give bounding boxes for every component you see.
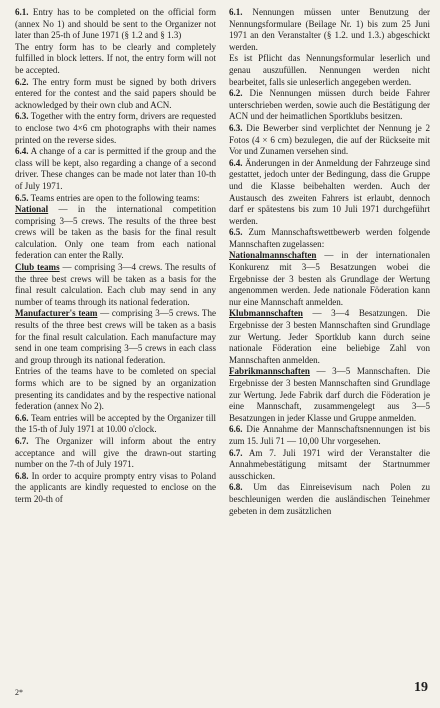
paragraph: Es ist Pflicht das Nennungsformular leserlich und genau auszufüllen. Nennungen werden nicht bearbeitet, falls sie unleserlich angegeben werden. — [229, 53, 430, 87]
paragraph: 6.8. Um das Einreisevisum nach Polen zu beschleunigen werden die ausländischen Teinehmer gebeten in dem zusätzlichen — [229, 482, 430, 516]
paragraph: 6.8. In order to acquire prompty entry visas to Poland the applicants are kindly requested to enclose on the term 20-th of — [15, 470, 216, 504]
paragraph: The entry form has to be clearly and completely fulfilled in block letters. If not, the entry form will not be accepted. — [15, 41, 216, 75]
paragraph: 6.6. Die Annahme der Mannschaftsnennungen ist bis zum 15. Juli 71 — 10,00 Uhr vorgesehen. — [229, 424, 430, 446]
paragraph: 6.1. Nennungen müssen unter Benutzung der Nennungsformulare (Beilage Nr. 1) bis zum 25 Juni 1971 an den Veranstalter (§ 1.2. und 1.3.) abgeschickt werden. — [229, 7, 430, 52]
german-column — [229, 7, 430, 517]
paragraph: 6.5. Zum Mannschaftswettbewerb werden folgende Mannschaften zugelassen: — [229, 227, 430, 249]
paragraph: 6.4. Änderungen in der Anmeldung der Fahrzeuge sind gestattet, jedoch unter der Bedingung, dass die Gruppe und die Klasse beibehalten werden. Auch der Austausch des zweiten Fahrers ist erlaubt, dennoch darf er spätestens bis zum 10 Juli 1971 durchgeführt werden. — [229, 157, 430, 226]
paragraph: Club teams — comprising 3—4 crews. The results of the three best crews will be taken as a basis for the final result calculation. Each club may send in any number of teams through its national federation. — [15, 262, 216, 307]
english-column — [15, 7, 216, 506]
paragraph: Fabrikmannschaften — 3—5 Mannschaften. Die Ergebnisse der 3 besten Mannschaften sind Grundlage zur Wertung. Jede Fabrik darf durch die Föderation je eine Mannschaft, zusammengelegt aus 3—5 Besatzungen in jeder Klasse und Gruppe anmelden. — [229, 366, 430, 423]
paragraph: 6.2. Die Nennungen müssen durch beide Fahrer unterschrieben werden, sowie auch die Bestätigung der ACN und der heimatlichen Sportklubs besitzen. — [229, 88, 430, 122]
paragraph: 6.6. Team entries will be accepted by the Organizer till the 15-th of July 1971 at 10.00 o'clock. — [15, 412, 216, 435]
paragraph: Klubmannschaften — 3—4 Besatzungen. Die Ergebnisse der 3 besten Mannschaften sind Grundlage zur Wertung. Jeder Sportklub kann durch seine nationale Föderation eine beliebige Zahl von Mannschaften anmelden. — [229, 308, 430, 365]
paragraph: 6.3. Die Bewerber sind verplichtet der Nennung je 2 Fotos (4 × 6 cm) bezulegen, die auf der Rückseite mit Vor und Zunamen versehen sind. — [229, 122, 430, 157]
paragraph: 6.5. Teams entries are open to the following teams: — [15, 192, 200, 203]
paragraph: National — in the international competition comprising 3—5 crews. The results of the three best crews will be taken as the basis for the final result calculation. Only one team from each national federation can enter the Rally. — [15, 204, 216, 261]
paragraph: 6.4. A change of a car is permitted if the group and the class will be kept, also regarding a change of a second driver. These changes can be made not later than 10-th of July 1971. — [15, 146, 216, 191]
paragraph: 6.3. Together with the entry form, drivers are requested to enclose two 4×6 cm photographs with their names printed on the reverse sides. — [15, 111, 216, 145]
paragraph: 6.1. Entry has to be completed on the official form (annex No 1) and should be sent to the Organizer not later than 25-th of June 1971 (§ 1.2 and § 1.3) — [15, 7, 216, 41]
paragraph: Nationalmannschaften — in der internationalen Konkurenz mit 3—5 Besatzungen wobei die Ergebnisse der 3 besten als Grundlage der Wertung angenommen werden. Jede nationale Föderation kann nur eine Mannschaft anmelden. — [229, 250, 430, 307]
signature-mark: 2* — [15, 688, 23, 697]
paragraph: 6.2. The entry form must be signed by both drivers entered for the contest and the said papers should be acknowledged by their own club and ACN. — [15, 76, 216, 110]
paragraph: 6.7. Am 7. Juli 1971 wird der Veranstalter die Annahmebestätigung mitsamt der Startnummer ausschicken. — [229, 447, 430, 481]
paragraph: Manufacturer's team — comprising 3—5 crews. The results of the three best crews will be taken as a basis for the final result calculation. Each manufacture may send in one team comprising 3—5 crews in each class and group through its national federation. — [15, 308, 216, 365]
page-number: 19 — [414, 680, 428, 695]
paragraph: Entries of the teams have to be comleted on special forms which are to be signed by an organization presenting its candidates and by the respective national federation (annex No 2). — [15, 366, 216, 412]
paragraph: 6.7. The Organizer will inform about the entry acceptance and will give the drawn-out starting number on the 7-th of July 1971. — [15, 435, 216, 470]
